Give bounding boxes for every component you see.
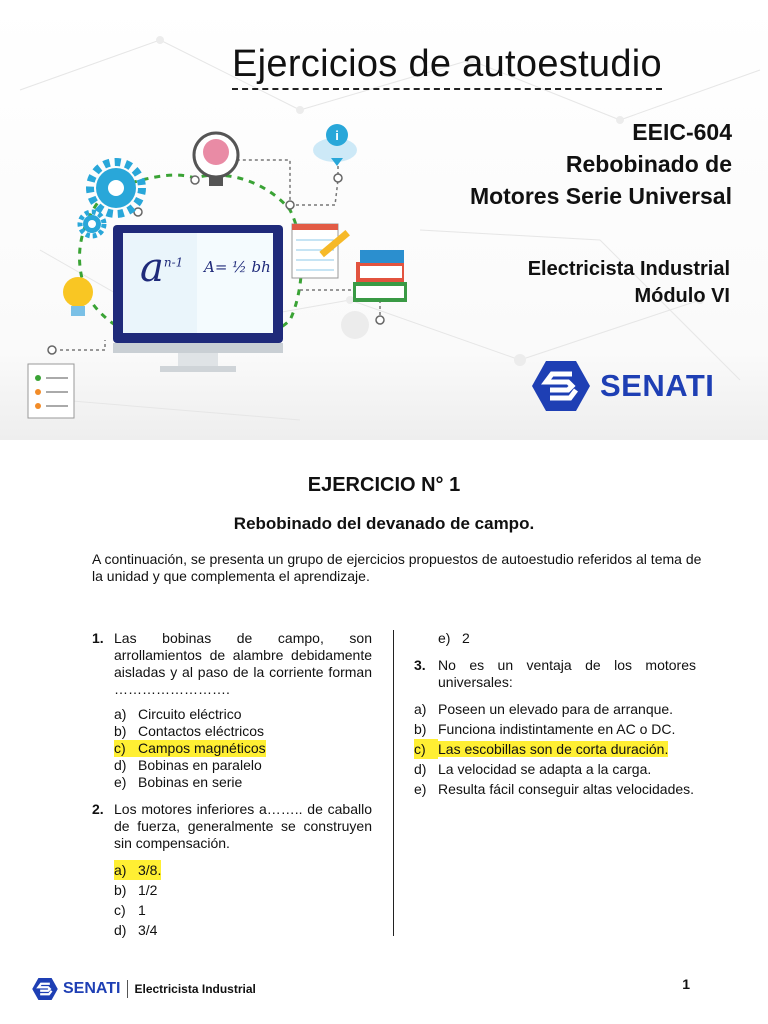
option-letter: e) [414, 781, 427, 797]
questions-left-column [92, 630, 372, 950]
footer-logo-text: SENATI [63, 980, 121, 997]
option-letter: e) [114, 774, 127, 790]
module-name: Módulo VI [634, 285, 730, 307]
option-text: Bobinas en paralelo [138, 757, 262, 773]
footer-separator [127, 980, 128, 998]
formula-area: A= ½ bh [204, 258, 271, 276]
column-divider [393, 630, 394, 936]
option-letter: e) [438, 630, 451, 646]
option-item [414, 779, 696, 799]
option-letter: d) [414, 761, 427, 777]
exercise-intro: A continuación, se presenta un grupo de ejercicios propuestos de autoestudio referidos al tema de la unidad y que complementa el aprendizaje. [92, 551, 702, 584]
option-item [114, 880, 372, 900]
gear-icon [80, 212, 104, 236]
option-item [114, 774, 372, 791]
brain-bulb-icon [194, 133, 238, 186]
page-number: 1 [682, 976, 690, 992]
question-text: Los motores inferiores a…….. de caballo de fuerza, generalmente se construyen sin compensación. [114, 801, 372, 851]
senati-emblem-icon [32, 978, 58, 1000]
option-letter: b) [414, 721, 427, 737]
option-item [114, 723, 372, 740]
option-letter: d) [114, 757, 127, 773]
option-item [438, 630, 696, 647]
option-text: 3/8. [138, 862, 162, 878]
option-text: Bobinas en serie [138, 774, 243, 790]
formula-exponent: n-1 [163, 255, 184, 270]
option-item-highlighted [414, 739, 696, 759]
option-text: Contactos eléctricos [138, 723, 265, 739]
option-text: Poseen un elevado para de arranque. [438, 701, 674, 717]
option-text: Las escobillas son de corta duración. [438, 741, 669, 757]
option-text: Campos magnéticos [138, 740, 266, 756]
header-banner [0, 0, 768, 440]
notepad-icon [292, 224, 350, 278]
option-text: Funciona indistintamente en AC o DC. [438, 721, 676, 737]
checklist-icon [28, 364, 74, 418]
question-2-options [114, 860, 372, 940]
option-letter: b) [114, 723, 127, 739]
option-letter: a) [114, 706, 127, 722]
course-info [470, 116, 732, 212]
option-item-highlighted [114, 860, 372, 880]
exercise-title: EJERCICIO N° 1 [307, 474, 461, 496]
option-item [114, 920, 372, 940]
question-number: 2. [92, 801, 104, 817]
question-3-options [414, 699, 696, 799]
program-info [528, 256, 730, 310]
senati-emblem-icon [532, 361, 590, 411]
exercise-subtitle: Rebobinado del devanado de campo. [233, 514, 535, 533]
question-2 [92, 801, 372, 852]
course-code: EEIC-604 [632, 119, 732, 145]
option-text: La velocidad se adapta a la carga. [438, 761, 652, 777]
footer-label: Electricista Industrial [134, 982, 256, 996]
program-name: Electricista Industrial [527, 258, 730, 280]
option-letter: d) [114, 922, 127, 938]
gear-icon [90, 162, 142, 214]
option-text: 3/4 [138, 922, 158, 938]
formula-power [140, 245, 183, 291]
question-text: Las bobinas de campo, son arrollamientos de alambre debidamente aisladas y al paso de la corriente forman ……………………. [114, 630, 372, 697]
option-item [114, 900, 372, 920]
questions-right-column [414, 630, 696, 799]
option-item [114, 757, 372, 774]
option-letter: b) [114, 882, 127, 898]
course-name-line1: Rebobinado de [565, 151, 732, 177]
option-item [414, 699, 696, 719]
option-item [414, 759, 696, 779]
document-title: Ejercicios de autoestudio [232, 42, 662, 90]
option-letter: a) [114, 862, 127, 878]
formula-base: a [140, 245, 164, 291]
option-item-highlighted [114, 740, 372, 757]
svg-text:i: i [335, 128, 339, 143]
question-3 [414, 657, 696, 691]
monitor-illustration [113, 225, 283, 372]
option-item [414, 719, 696, 739]
question-number: 3. [414, 657, 426, 673]
question-text: No es un ventaja de los motores universales: [438, 657, 696, 690]
question-number: 1. [92, 630, 104, 646]
option-text: Circuito eléctrico [138, 706, 242, 722]
option-letter: c) [414, 739, 438, 759]
option-text: 1/2 [138, 882, 158, 898]
option-text: Resulta fácil conseguir altas velocidades. [438, 781, 695, 797]
page-footer [32, 974, 732, 1004]
question-1 [92, 630, 372, 698]
senati-logo-text: SENATI [600, 368, 715, 403]
option-text-wrapper [438, 739, 668, 759]
option-letter: c) [114, 902, 126, 918]
senati-logo [532, 360, 714, 412]
option-text: 2 [462, 630, 470, 646]
option-letter: a) [414, 701, 427, 717]
course-name-line2: Motores Serie Universal [469, 183, 732, 209]
lightbulb-icon [63, 277, 93, 316]
option-text: 1 [138, 902, 146, 918]
option-letter: c) [114, 740, 126, 756]
info-cloud-icon [313, 124, 357, 166]
books-icon [353, 250, 407, 302]
question-1-options [114, 706, 372, 791]
option-item [114, 706, 372, 723]
